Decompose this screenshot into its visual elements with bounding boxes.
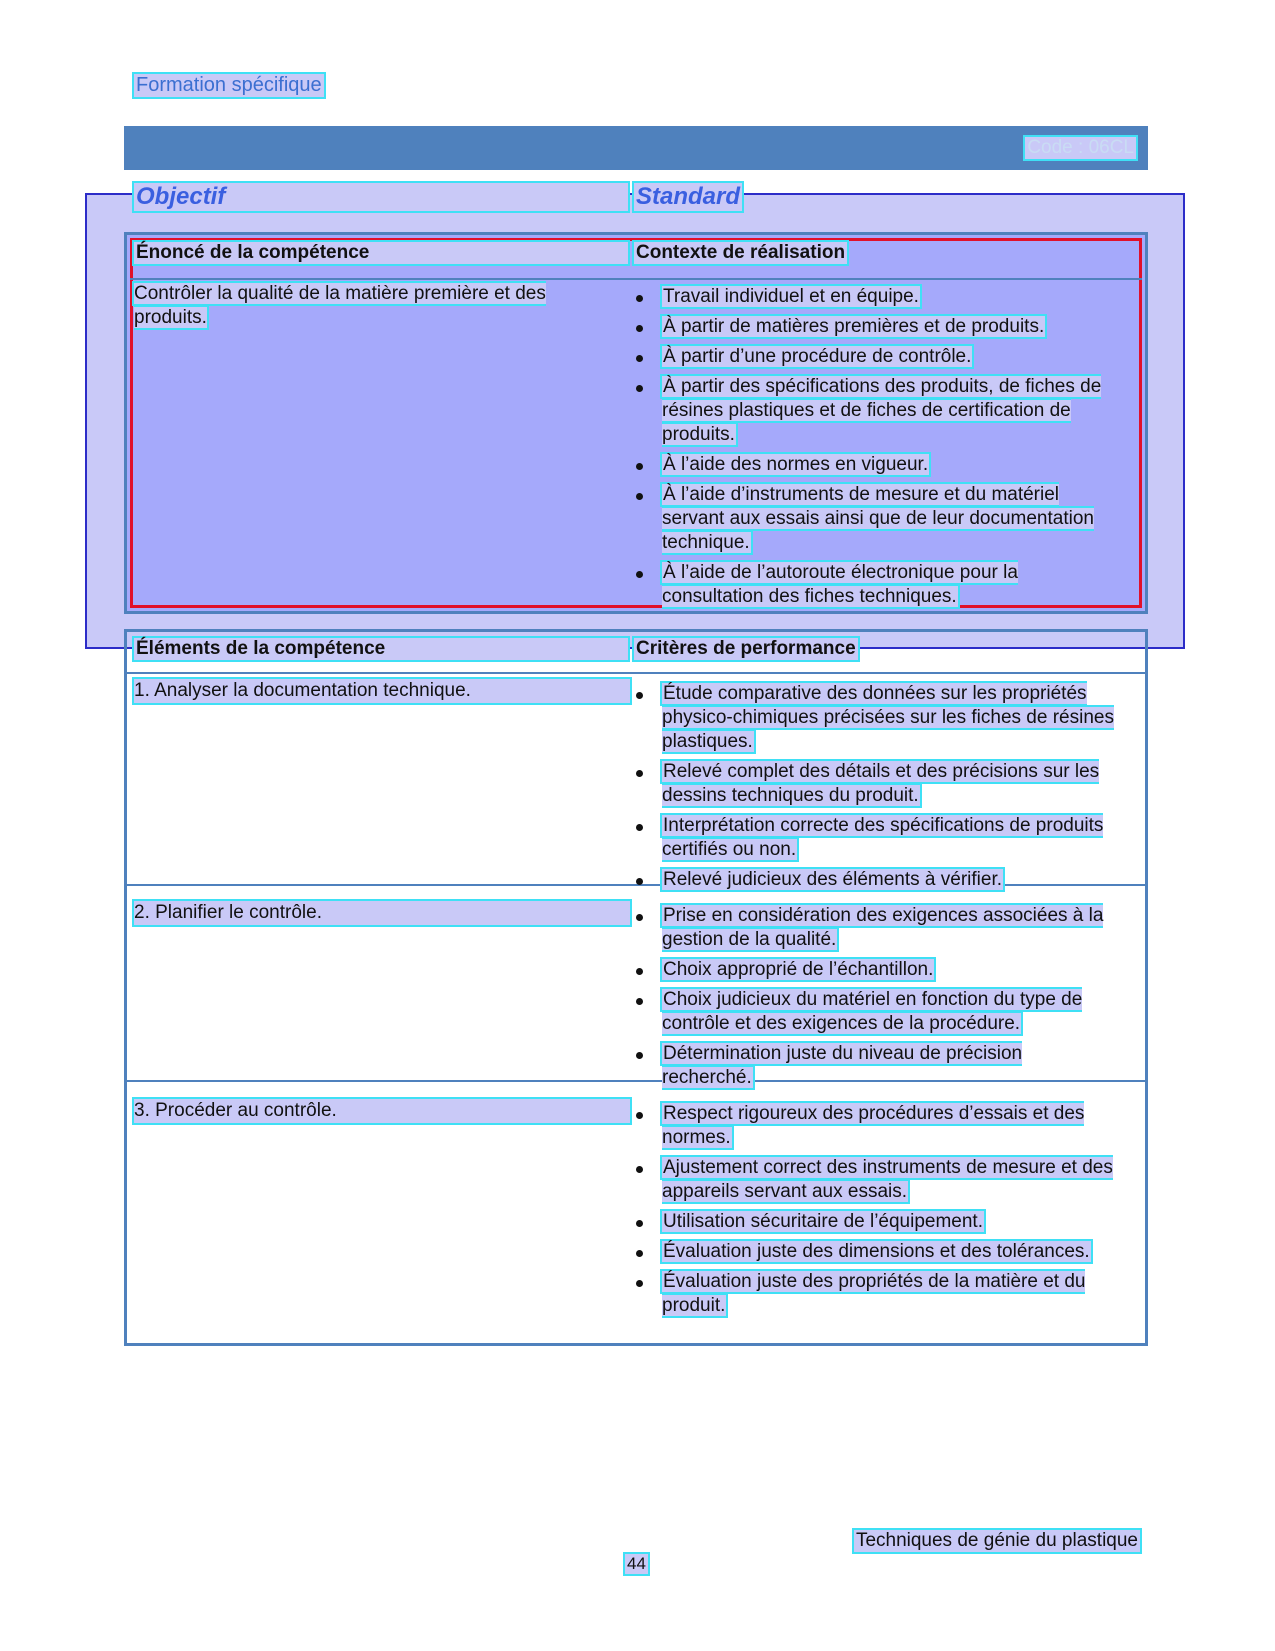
list-item: Détermination juste du niveau de précision recherché.	[634, 1042, 1118, 1090]
enonce-text: Contrôler la qualité de la matière première et des produits.	[134, 283, 546, 328]
header-divider	[127, 672, 1145, 674]
element-1: 1. Analyser la documentation technique.	[134, 679, 630, 703]
page-number: 44	[627, 1554, 646, 1573]
list-item: À l’aide de l’autoroute électronique pour la consultation des fiches techniques.	[634, 561, 1114, 609]
list-item: Utilisation sécuritaire de l’équipement.	[634, 1210, 1118, 1234]
element-3: 3. Procéder au contrôle.	[134, 1099, 630, 1123]
list-item: Ajustement correct des instruments de mesure et des appareils servant aux essais.	[634, 1156, 1118, 1204]
course-code: Code : 06CL	[1027, 137, 1134, 158]
objectif-heading: Objectif	[134, 183, 628, 211]
enonce-header: Énoncé de la compétence	[134, 242, 628, 264]
list-item: Évaluation juste des dimensions et des tolérances.	[634, 1240, 1118, 1264]
criteria-list-1	[634, 682, 1118, 898]
section-label: Formation spécifique	[136, 74, 322, 96]
list-item: Évaluation juste des propriétés de la matière et du produit.	[634, 1270, 1118, 1318]
header-divider	[130, 278, 1142, 280]
list-item: Travail individuel et en équipe.	[634, 285, 1114, 309]
list-item: Choix approprié de l’échantillon.	[634, 958, 1118, 982]
elements-header: Éléments de la compétence	[134, 638, 628, 660]
list-item: Relevé complet des détails et des précisions sur les dessins techniques du produit.	[634, 760, 1118, 808]
code-banner	[124, 126, 1148, 170]
list-item: À partir des spécifications des produits, de fiches de résines plastiques et de fiches de certification de produits.	[634, 375, 1114, 447]
list-item: Interprétation correcte des spécifications de produits certifiés ou non.	[634, 814, 1118, 862]
list-item: À partir d’une procédure de contrôle.	[634, 345, 1114, 369]
list-item: À l’aide des normes en vigueur.	[634, 453, 1114, 477]
contexte-list	[634, 285, 1114, 615]
list-item: Respect rigoureux des procédures d’essais et des normes.	[634, 1102, 1118, 1150]
element-2: 2. Planifier le contrôle.	[134, 901, 630, 925]
list-item: À partir de matières premières et de produits.	[634, 315, 1114, 339]
contexte-header: Contexte de réalisation	[636, 242, 846, 263]
criteres-header: Critères de performance	[636, 638, 856, 659]
list-item: Relevé judicieux des éléments à vérifier.	[634, 868, 1118, 892]
criteria-list-3	[634, 1102, 1118, 1324]
list-item: Choix judicieux du matériel en fonction du type de contrôle et des exigences de la procédure.	[634, 988, 1118, 1036]
program-name: Techniques de génie du plastique	[855, 1530, 1138, 1551]
criteria-list-2	[634, 904, 1118, 1096]
list-item: Prise en considération des exigences associées à la gestion de la qualité.	[634, 904, 1118, 952]
standard-heading: Standard	[636, 183, 741, 210]
list-item: Étude comparative des données sur les propriétés physico-chimiques précisées sur les fiches de résines plastiques.	[634, 682, 1118, 754]
list-item: À l’aide d’instruments de mesure et du matériel servant aux essais ainsi que de leur documentation technique.	[634, 483, 1114, 555]
